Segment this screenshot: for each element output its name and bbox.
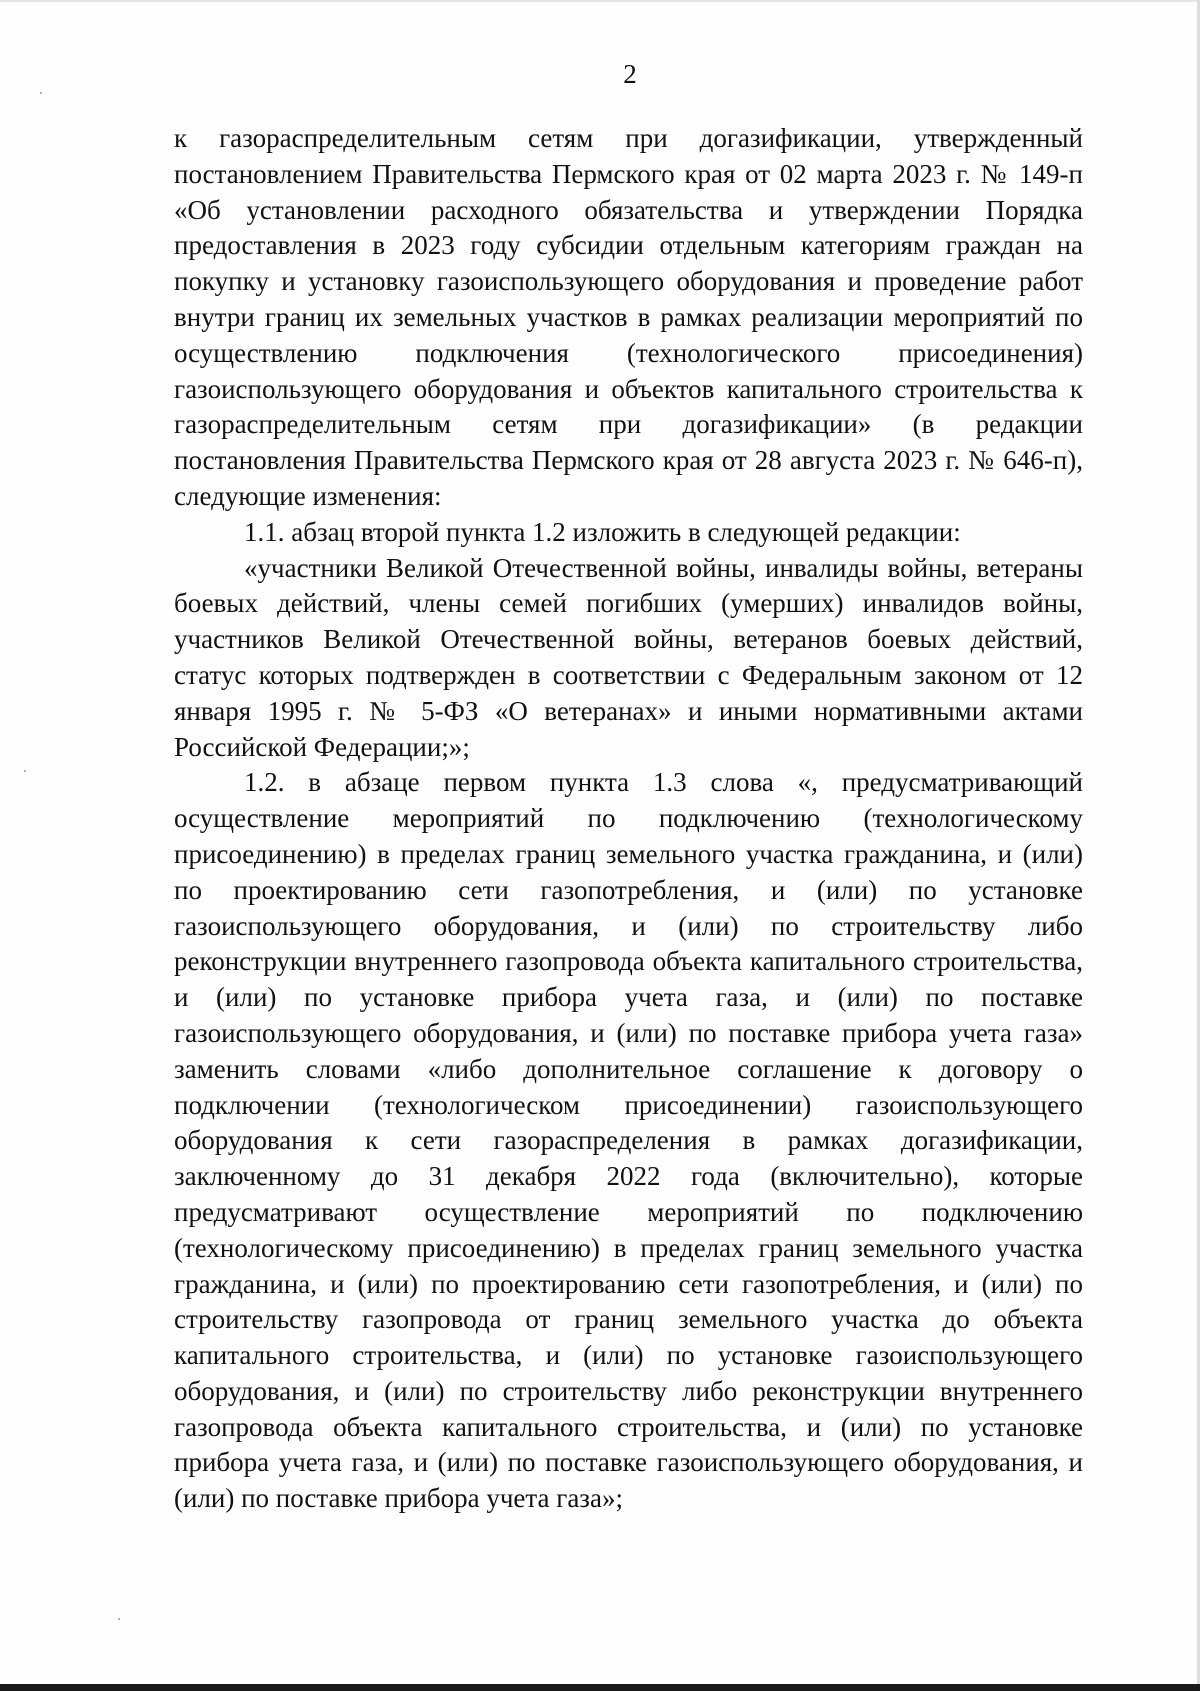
scan-speck [118,1618,120,1620]
scan-speck [40,92,42,94]
scan-top-edge [0,0,1200,2]
paragraph-item-1-2: 1.2. в абзаце первом пункта 1.3 слова «, предусматривающий осуществление мероприятий по подключению (технологическому присоединению) в пределах границ земельного участка гражданина, и (или) по проектированию сети газопотребления, и (или) по установке газоиспользующего оборудования, и (или) по строительству либо реконструкции внутреннего газопровода объекта капитального строительства, и (или) по установке прибора учета газа, и (или) по поставке газоиспользующего оборудования, и (или) по поставке прибора учета газа» заменить словами «либо дополнительное соглашение к договору о подключении (технологическом присоединении) газоиспользующего оборудования к сети газораспределения в рамках догазификации, заключенному до 31 декабря 2022 года (включительно), которые предусматривают осуществление мероприятий по подключению (технологическому присоединению) в пределах границ земельного участка гражданина, и (или) по проектированию сети газопотребления, и (или) по строительству газопровода от границ земельного участка до объекта капитального строительства, и (или) по установке газоиспользующего оборудования, и (или) по строительству либо реконструкции внутреннего газопровода объекта капитального строительства, и (или) по установке прибора учета газа, и (или) по поставке газоиспользующего оборудования, и (или) по поставке прибора учета газа»; [174,767,1083,1514]
document-body [174,121,1083,1517]
scan-bottom-edge [0,1684,1200,1691]
page-number: 2 [623,59,637,89]
paragraph-intro: к газораспределительным сетям при догазификации, утвержденный постановлением Правительства Пермского края от 02 марта 2023 г. № 149-п «Об установлении расходного обязательства и утверждении Порядка предоставления в 2023 году субсидии отдельным категориям граждан на покупку и установку газоиспользующего оборудования и проведение работ внутри границ их земельных участков в рамках реализации мероприятий по осуществлению подключения (технологического присоединения) газоиспользующего оборудования и объектов капитального строительства к газораспределительным сетям при догазификации» (в редакции постановления Правительства Пермского края от 28 августа 2023 г. № 646-п), следующие изменения: [174,123,1083,511]
paragraph-quote-participants: «участники Великой Отечественной войны, инвалиды войны, ветераны боевых действий, члены семей погибших (умерших) инвалидов войны, участников Великой Отечественной войны, ветеранов боевых действий, статус которых подтвержден в соответствии с Федеральным законом от 12 января 1995 г. № 5-ФЗ «О ветеранах» и иными нормативными актами Российской Федерации;»; [174,552,1083,762]
scan-speck [24,770,26,772]
paragraph-item-1-1: 1.1. абзац второй пункта 1.2 изложить в следующей редакции: [244,516,961,547]
